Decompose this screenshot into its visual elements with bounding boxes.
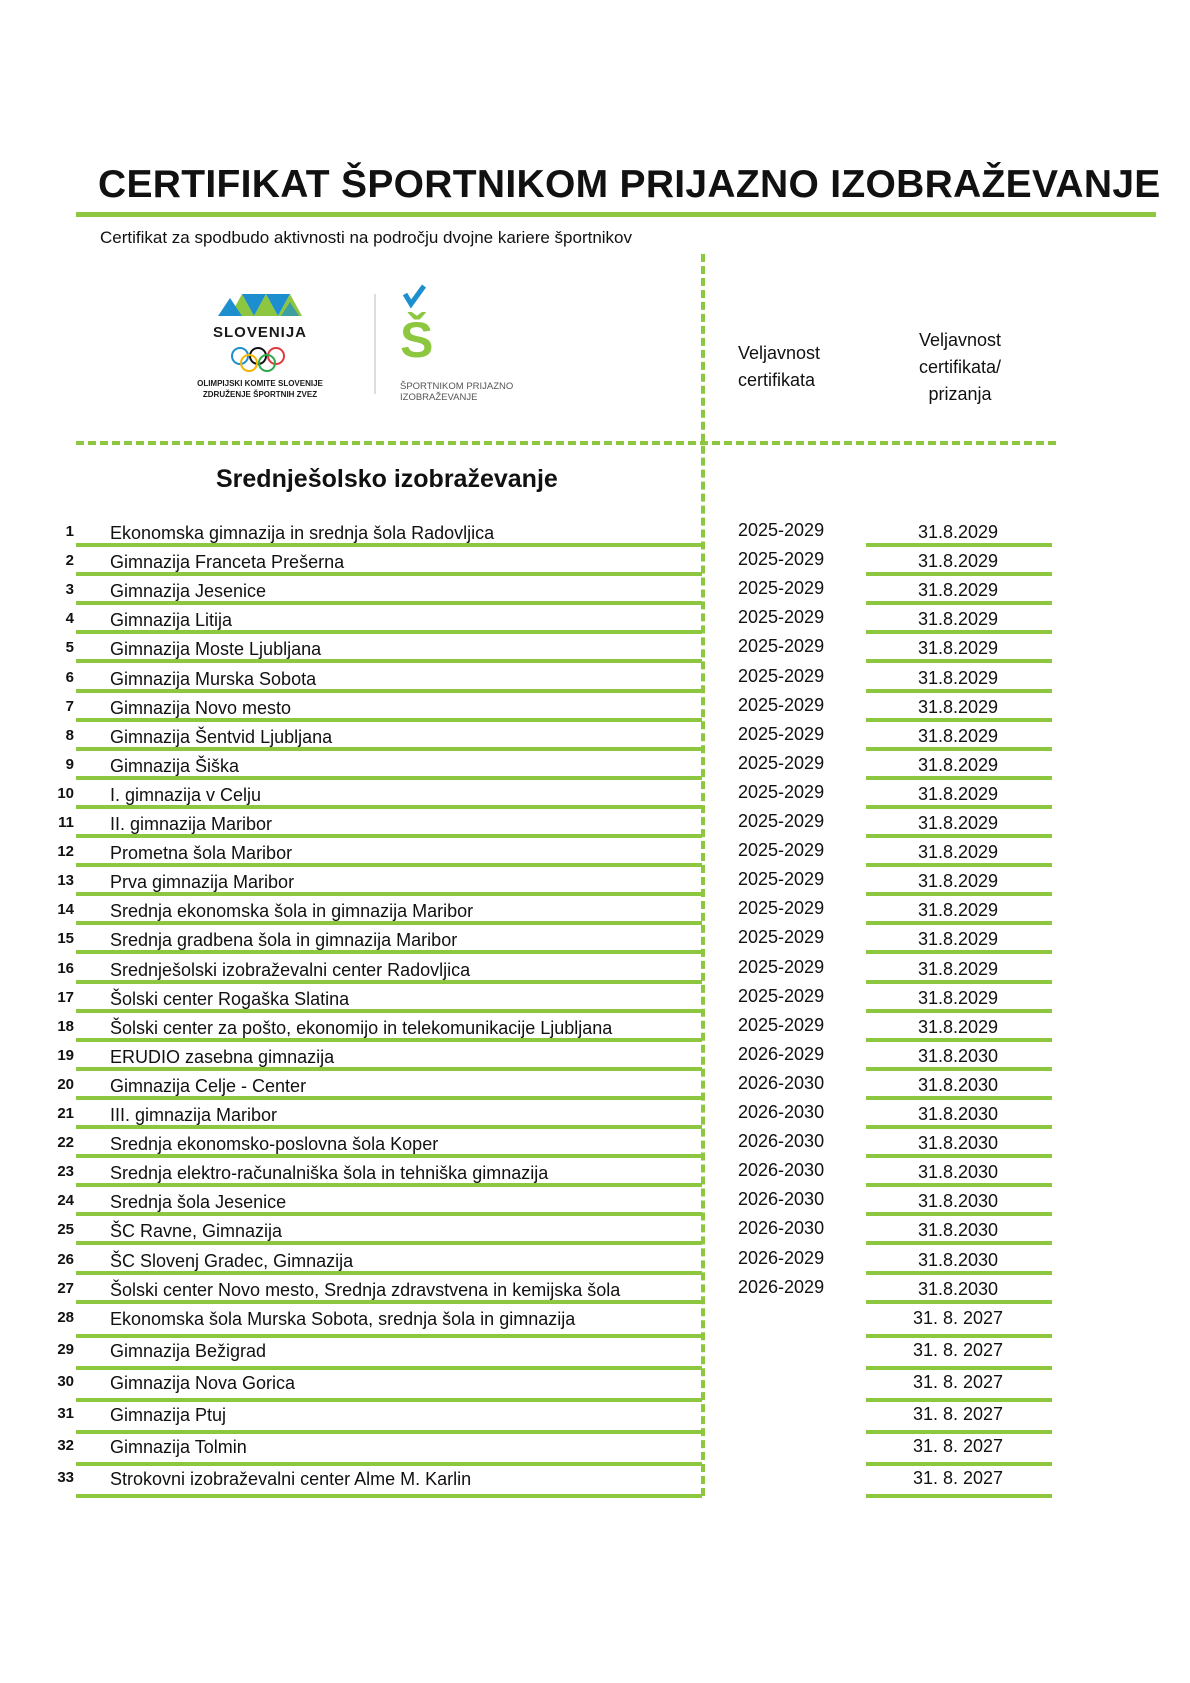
table-row: [0, 724, 1190, 753]
cert-line1-text: ŠPORTNIKOM PRIJAZNO: [400, 381, 514, 392]
row-number: 19: [57, 1046, 74, 1064]
validity-period: 2025-2029: [738, 898, 825, 919]
row-number: 24: [57, 1192, 74, 1210]
date-underline: [866, 572, 1052, 576]
row-number: 18: [57, 1017, 74, 1035]
name-underline: [76, 572, 702, 576]
name-underline: [76, 1009, 702, 1013]
table-row: [0, 666, 1190, 695]
date-underline: [866, 776, 1052, 780]
olympic-country-text: SLOVENIJA: [212, 324, 308, 341]
table-row: [0, 840, 1190, 869]
validity-period: 2025-2029: [738, 956, 825, 977]
name-underline: [76, 1494, 702, 1498]
validity-period: 2025-2029: [738, 549, 825, 570]
date-underline: [866, 659, 1052, 663]
validity-date: 31. 8. 2027: [912, 1308, 1004, 1328]
table-row: [0, 1218, 1190, 1247]
school-name: Prometna šola Maribor: [110, 843, 293, 864]
validity-period: 2025-2029: [738, 752, 825, 773]
school-name: Srednja elektro-računalniška šola in tehniška gimnazija: [110, 1163, 549, 1184]
name-underline: [76, 1067, 702, 1071]
school-name: Gimnazija Franceta Prešerna: [110, 552, 345, 573]
validity-period: 2025-2029: [738, 578, 825, 599]
validity-date: 31. 8. 2027: [912, 1404, 1004, 1424]
school-name: Gimnazija Nova Gorica: [110, 1373, 296, 1393]
validity-date: 31.8.2029: [917, 609, 999, 630]
school-name: Gimnazija Šiška: [110, 755, 240, 776]
validity-date: 31.8.2029: [917, 638, 999, 659]
cert-letter: Š: [400, 312, 434, 368]
name-underline: [76, 834, 702, 838]
school-name: Šolski center Rogaška Slatina: [110, 988, 350, 1009]
olympic-line2-text: ZDRUŽENJE ŠPORTNIH ZVEZ: [202, 390, 318, 399]
validity-period: 2026-2029: [738, 1043, 825, 1064]
row-number: 15: [57, 930, 74, 948]
table-row: [0, 1160, 1190, 1189]
validity-date: 31.8.2030: [917, 1133, 999, 1154]
name-underline: [76, 892, 702, 896]
title-underline: [76, 212, 1156, 217]
row-number: 33: [57, 1469, 74, 1486]
row-number: 22: [57, 1134, 74, 1152]
school-name: Gimnazija Litija: [110, 610, 233, 631]
date-underline: [866, 834, 1052, 838]
school-name: Srednja gradbena šola in gimnazija Maribor: [110, 930, 458, 951]
header-validity-line2: certifikata: [738, 370, 816, 390]
header-validity: [738, 340, 820, 394]
date-underline: [866, 601, 1052, 605]
validity-period: 2025-2029: [738, 665, 825, 686]
name-underline: [76, 1125, 702, 1129]
table-row: [0, 1073, 1190, 1102]
name-underline: [76, 1241, 702, 1245]
validity-period: 2025-2029: [738, 781, 825, 802]
table-row: [0, 549, 1190, 578]
validity-date: 31.8.2030: [917, 1104, 999, 1124]
table-row: [0, 1466, 1190, 1495]
validity-date: 31.8.2029: [917, 725, 999, 746]
cert-line2-text: IZOBRAŽEVANJE: [400, 392, 478, 403]
name-underline: [76, 659, 702, 663]
validity-date: 31. 8. 2027: [912, 1436, 1004, 1456]
school-name: Srednješolski izobraževalni center Radovljica: [110, 959, 471, 980]
validity-period: 2025-2029: [738, 927, 825, 948]
table-row: [0, 1306, 1190, 1335]
school-name: Ekonomska gimnazija in srednja šola Radovljica: [110, 523, 495, 543]
validity-date: 31.8.2030: [917, 1162, 999, 1183]
table-row: [0, 1131, 1190, 1160]
name-underline: [76, 805, 702, 809]
school-name: I. gimnazija v Celju: [110, 784, 262, 805]
name-underline: [76, 1154, 702, 1158]
table-row: [0, 869, 1190, 898]
table-row: [0, 1102, 1190, 1131]
horizontal-dashed-divider: [76, 441, 1056, 445]
table-row: [0, 1402, 1190, 1431]
row-number: 2: [65, 552, 74, 570]
validity-date: 31.8.2029: [917, 551, 999, 572]
validity-date: 31.8.2030: [917, 1220, 999, 1241]
school-name: II. gimnazija Maribor: [110, 814, 273, 834]
name-underline: [76, 747, 702, 751]
table-row: [0, 957, 1190, 986]
validity-date: 31.8.2029: [917, 813, 999, 833]
table-row: [0, 578, 1190, 607]
validity-date: 31.8.2030: [917, 1074, 999, 1095]
date-underline: [866, 1300, 1052, 1304]
date-underline: [866, 1009, 1052, 1013]
row-number: 1: [65, 523, 74, 540]
row-number: 29: [57, 1341, 74, 1358]
validity-period: 2025-2029: [738, 607, 825, 628]
date-underline: [866, 1096, 1052, 1100]
row-number: 32: [57, 1437, 74, 1454]
school-name: Srednja ekonomsko-poslovna šola Koper: [110, 1134, 439, 1155]
row-number: 13: [57, 872, 74, 890]
validity-period: 2026-2030: [738, 1102, 825, 1122]
validity-date: 31.8.2029: [917, 842, 999, 863]
validity-period: 2026-2030: [738, 1160, 825, 1181]
row-number: 16: [57, 959, 74, 977]
validity-period: 2025-2029: [738, 869, 825, 890]
name-underline: [76, 863, 702, 867]
row-number: 23: [57, 1163, 74, 1181]
header-validity2-line3: prizanja: [928, 384, 992, 404]
school-name: ERUDIO zasebna gimnazija: [110, 1046, 335, 1067]
name-underline: [76, 1038, 702, 1042]
validity-date: 31.8.2029: [917, 696, 999, 717]
validity-date: 31. 8. 2027: [912, 1372, 1004, 1392]
validity-date: 31. 8. 2027: [912, 1468, 1004, 1488]
date-underline: [866, 630, 1052, 634]
date-underline: [866, 1125, 1052, 1129]
header-validity2-line2: certifikata/: [918, 357, 1002, 377]
table-row: [0, 1015, 1190, 1044]
validity-period: 2025-2029: [738, 723, 825, 744]
validity-date: 31.8.2029: [917, 929, 999, 950]
validity-date: 31.8.2029: [917, 987, 999, 1008]
table-row: [0, 927, 1190, 956]
school-name: Gimnazija Šentvid Ljubljana: [110, 726, 333, 747]
school-name: ŠC Ravne, Gimnazija: [110, 1221, 283, 1242]
date-underline: [866, 805, 1052, 809]
school-name: Gimnazija Murska Sobota: [110, 668, 317, 689]
date-underline: [866, 689, 1052, 693]
cert-check-icon: [405, 286, 424, 304]
validity-date: 31. 8. 2027: [912, 1340, 1004, 1360]
row-number: 8: [65, 726, 74, 744]
name-underline: [76, 601, 702, 605]
school-name: III. gimnazija Maribor: [110, 1105, 278, 1125]
row-number: 11: [58, 814, 74, 831]
school-name: Gimnazija Bežigrad: [110, 1341, 267, 1361]
date-underline: [866, 1067, 1052, 1071]
name-underline: [76, 921, 702, 925]
date-underline: [866, 718, 1052, 722]
school-name: Gimnazija Ptuj: [110, 1405, 227, 1425]
school-name: Prva gimnazija Maribor: [110, 872, 295, 893]
row-number: 6: [65, 668, 74, 686]
name-underline: [76, 1271, 702, 1275]
name-underline: [76, 689, 702, 693]
school-name: Srednja ekonomska šola in gimnazija Maribor: [110, 901, 474, 922]
validity-date: 31.8.2029: [917, 667, 999, 688]
validity-period: 2025-2029: [738, 1014, 825, 1035]
school-name: Šolski center za pošto, ekonomijo in telekomunikacije Ljubljana: [110, 1017, 613, 1038]
header-validity-line1: Veljavnost: [738, 343, 821, 363]
table-row: [0, 1044, 1190, 1073]
validity-date: 31.8.2030: [917, 1278, 999, 1299]
date-underline: [866, 1494, 1052, 1498]
school-name: Gimnazija Moste Ljubljana: [110, 639, 322, 660]
date-underline: [866, 1154, 1052, 1158]
name-underline: [76, 1300, 702, 1304]
table-row: [0, 1277, 1190, 1306]
row-number: 4: [65, 610, 74, 628]
header-validity-extended: [900, 327, 1020, 408]
table-row: [0, 986, 1190, 1015]
row-number: 26: [57, 1250, 74, 1268]
name-underline: [76, 1183, 702, 1187]
row-number: 21: [57, 1105, 74, 1122]
date-underline: [866, 747, 1052, 751]
row-number: 17: [57, 988, 74, 1006]
school-name: Ekonomska šola Murska Sobota, srednja šola in gimnazija: [110, 1309, 576, 1329]
school-name: Gimnazija Novo mesto: [110, 697, 292, 718]
row-number: 9: [65, 755, 74, 773]
table-row: [0, 898, 1190, 927]
validity-period: 2026-2029: [738, 1276, 825, 1297]
table-row: [0, 1338, 1190, 1367]
date-underline: [866, 921, 1052, 925]
table-row: [0, 1189, 1190, 1218]
slovenija-mountain-icon: [218, 294, 302, 316]
row-number: 27: [57, 1279, 74, 1297]
validity-period: 2026-2030: [738, 1072, 825, 1093]
validity-period: 2026-2030: [738, 1131, 825, 1152]
table-row: [0, 695, 1190, 724]
date-underline: [866, 892, 1052, 896]
section-title: Srednješolsko izobraževanje: [216, 465, 558, 493]
row-number: 28: [57, 1309, 74, 1326]
row-number: 20: [57, 1075, 74, 1093]
page-subtitle: Certifikat za spodbudo aktivnosti na področju dvojne kariere športnikov: [100, 228, 633, 247]
name-underline: [76, 950, 702, 954]
name-underline: [76, 630, 702, 634]
school-name: ŠC Slovenj Gradec, Gimnazija: [110, 1250, 354, 1271]
validity-period: 2026-2030: [738, 1189, 825, 1210]
table-row: [0, 811, 1190, 840]
logos-svg: [195, 282, 535, 412]
date-underline: [866, 863, 1052, 867]
row-number: 30: [57, 1373, 74, 1390]
validity-date: 31.8.2029: [917, 580, 999, 601]
logo-block: [195, 282, 535, 412]
row-number: 3: [65, 581, 74, 599]
validity-date: 31.8.2029: [917, 958, 999, 979]
date-underline: [866, 980, 1052, 984]
table-row: [0, 636, 1190, 665]
validity-date: 31.8.2029: [917, 900, 999, 921]
page-title: CERTIFIKAT ŠPORTNIKOM PRIJAZNO IZOBRAŽEVANJE: [98, 163, 1161, 206]
name-underline: [76, 543, 702, 547]
row-number: 31: [57, 1405, 74, 1422]
name-underline: [76, 776, 702, 780]
row-number: 5: [65, 639, 74, 657]
date-underline: [866, 1212, 1052, 1216]
table-row: [0, 782, 1190, 811]
date-underline: [866, 543, 1052, 547]
school-name: Šolski center Novo mesto, Srednja zdravstvena in kemijska šola: [110, 1279, 621, 1300]
row-number: 12: [57, 843, 74, 861]
row-number: 25: [57, 1221, 74, 1239]
validity-date: 31.8.2030: [917, 1045, 999, 1066]
row-number: 14: [57, 901, 74, 919]
school-name: Strokovni izobraževalni center Alme M. Karlin: [110, 1469, 472, 1489]
validity-period: 2025-2029: [738, 636, 825, 657]
table-row: [0, 607, 1190, 636]
olympic-line1-text: OLIMPIJSKI KOMITE SLOVENIJE: [197, 379, 323, 388]
date-underline: [866, 950, 1052, 954]
school-name: Gimnazija Tolmin: [110, 1437, 247, 1457]
row-number: 10: [57, 784, 74, 802]
school-name: Srednja šola Jesenice: [110, 1192, 287, 1213]
validity-period: 2025-2029: [738, 811, 825, 831]
validity-period: 2025-2029: [738, 985, 825, 1006]
date-underline: [866, 1271, 1052, 1275]
validity-period: 2025-2029: [738, 694, 825, 715]
table-row: [0, 520, 1190, 549]
name-underline: [76, 1096, 702, 1100]
table-row: [0, 753, 1190, 782]
name-underline: [76, 980, 702, 984]
validity-period: 2026-2030: [738, 1218, 825, 1239]
validity-period: 2025-2029: [738, 520, 825, 540]
validity-date: 31.8.2029: [917, 871, 999, 892]
olympic-rings-icon: [232, 348, 284, 371]
validity-date: 31.8.2029: [917, 754, 999, 775]
date-underline: [866, 1241, 1052, 1245]
validity-period: 2026-2029: [738, 1247, 825, 1268]
school-name: Gimnazija Jesenice: [110, 581, 267, 602]
table-row: [0, 1434, 1190, 1463]
validity-date: 31.8.2029: [917, 522, 999, 542]
date-underline: [866, 1038, 1052, 1042]
validity-date: 31.8.2030: [917, 1249, 999, 1270]
school-name: Gimnazija Celje - Center: [110, 1075, 307, 1096]
table-row: [0, 1370, 1190, 1399]
name-underline: [76, 718, 702, 722]
validity-date: 31.8.2029: [917, 783, 999, 804]
table-row: [0, 1248, 1190, 1277]
date-underline: [866, 1183, 1052, 1187]
validity-date: 31.8.2030: [917, 1191, 999, 1212]
header-validity2-line1: Veljavnost: [918, 330, 1002, 350]
validity-period: 2025-2029: [738, 840, 825, 861]
validity-date: 31.8.2029: [917, 1016, 999, 1037]
row-number: 7: [65, 697, 74, 715]
name-underline: [76, 1212, 702, 1216]
